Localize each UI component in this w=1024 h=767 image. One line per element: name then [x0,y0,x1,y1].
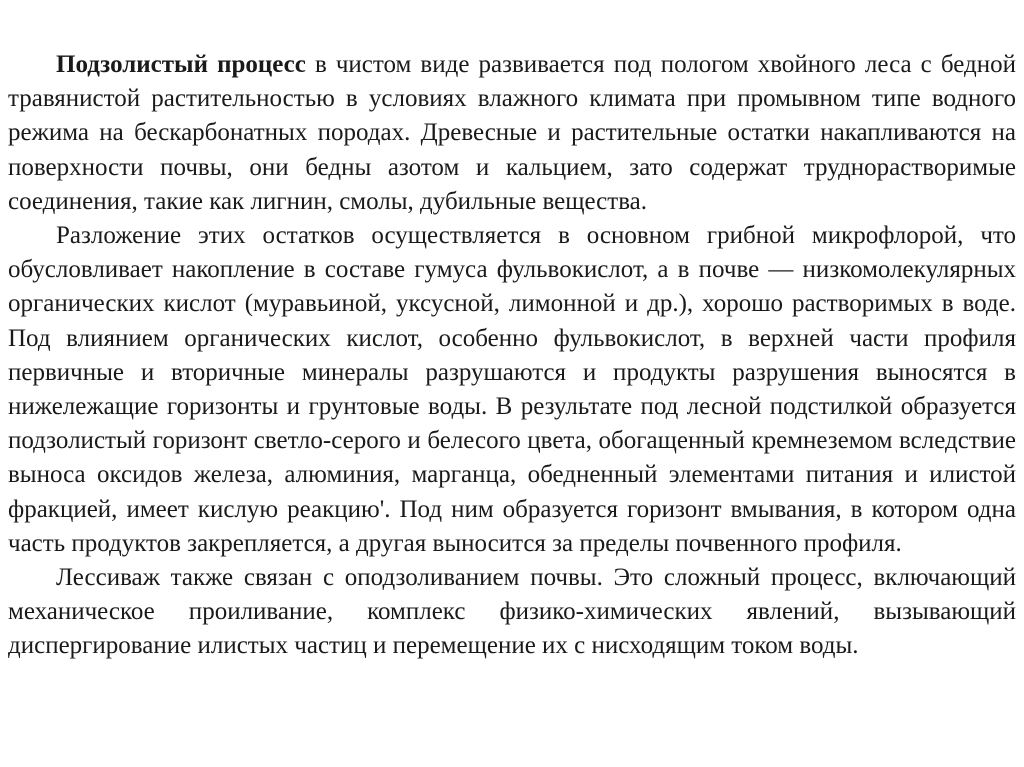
paragraph-lessivage [8,561,1016,664]
paragraph-text: Лессиваж также связан с оподзоливанием почвы. Это сложный процесс, включающий механическое проиливание, комплекс физико-химических явлений, вызывающий диспергирование илистых частиц и перемещение их с нисходящим током воды. [8,564,1016,660]
bold-term: Подзолистый процесс [56,51,306,78]
paragraph-text: Разложение этих остатков осуществляется в основном грибной микрофлорой, что обусловливает накопление в составе гумуса фульвокислот, а в почве — низкомолекулярных органических кислот (муравьиной, уксусной, лимонной и др.), хорошо растворимых в воде. Под влиянием органических кислот, особенно фульвокислот, в верхней части профиля первичные и вторичные минералы разрушаются и продукты разрушения выносятся в нижележащие горизонты и грунтовые воды. В результате под лесной подстилкой образуется подзолистый горизонт светло-серого и белесого цвета, обогащенный кремнеземом вследствие выноса оксидов железа, алюминия, марганца, обедненный элементами питания и илистой фракцией, имеет кислую реакцию'. Под ним образуется горизонт вмывания, в котором одна часть продуктов закрепляется, а другая выносится за пределы почвенного профиля. [8,222,1016,557]
paragraph-text: в чистом виде развивается под пологом хвойного леса с бедной травянистой растительностью в условиях влажного климата при промывном типе водного режима на бескарбонатных породах. Древесные и растительные остатки накапливаются на поверхности почвы, они бедны азотом и кальцием, зато содержат труднорастворимые соединения, такие как лигнин, смолы, дубильные вещества. [8,51,1016,215]
paragraph-decomposition [8,219,1016,561]
document-body [8,48,1016,664]
paragraph-podzol-process [8,48,1016,219]
